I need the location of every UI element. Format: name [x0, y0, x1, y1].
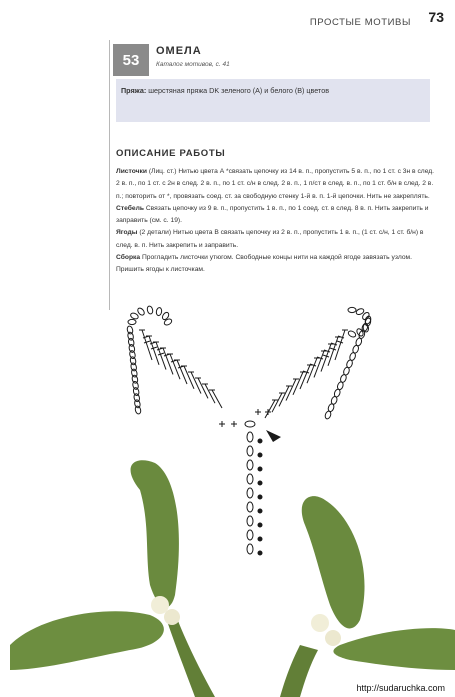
treble-stitch: [300, 365, 310, 389]
instructions-body: [116, 166, 438, 277]
right-leaf-upper: [302, 496, 365, 628]
pattern-number-badge: 53: [113, 44, 149, 76]
berry: [325, 630, 341, 646]
treble-stitch: [314, 351, 324, 377]
right-leaf-lower: [333, 628, 455, 670]
berry: [151, 596, 169, 614]
yarn-info: [121, 86, 329, 95]
watermark: http://sudaruchka.com: [356, 683, 445, 693]
chain-stitch: [348, 307, 356, 312]
start-arrow-icon: [266, 430, 281, 442]
treble-stitch: [170, 354, 180, 379]
treble-stitch: [191, 372, 201, 394]
instruction-label: Ягоды: [116, 229, 138, 237]
berry: [311, 614, 329, 632]
instruction-label: Листочки: [116, 168, 147, 175]
treble-stitch: [212, 390, 222, 408]
instruction-paragraph: [116, 203, 438, 228]
stitch-hash: [151, 347, 157, 349]
margin-rule: [109, 40, 110, 310]
instruction-text: (Лиц. ст.) Нитью цвета А *связать цепочку из 14 в. п., пропустить 5 в. п., по 1 ст. с 3н в след. 2 в. п., по 1 ст. с 2н в след. 2 в. п., по 1 ст. с/н в след. 2 в. п., 1 п/ст в след. в. п., по 1 ст. б/н в след. 2 в. п.; повторить от *, провязать соед. ст. за свободную стенку 1-й в. п. 1-й цепочки. Нить не закреплять.: [116, 168, 435, 200]
berry: [164, 609, 180, 625]
left-stem: [165, 613, 215, 697]
instruction-text: Связать цепочку из 9 в. п., пропустить 1 в. п., по 1 соед. ст. в след. 8 в. п. Нить закрепить и заправить (см. с. 19).: [116, 204, 429, 225]
join-chain-stitch: [245, 421, 255, 427]
yarn-label: Пряжа:: [121, 86, 147, 95]
treble-stitch: [149, 336, 159, 365]
treble-stitch: [198, 378, 208, 398]
instruction-text: (2 детали) Нитью цвета В связать цепочку из 2 в. п., пропустить 1 в. п., (1 ст. с/н, 1 ст. б/н) в след. в. п. Нить закрепить и заправить.: [116, 229, 424, 249]
pattern-title: ОМЕЛА: [156, 45, 202, 57]
chain-stitch: [128, 319, 136, 324]
chain-stitch: [163, 318, 173, 327]
instruction-text: Прогладить листочки утюгом. Свободные концы нити на каждой ягоде завязать узлом. Пришить ягоды к листочкам.: [116, 254, 412, 274]
instruction-label: Сборка: [116, 254, 141, 262]
stitch-hash: [144, 341, 150, 343]
instruction-paragraph: [116, 252, 438, 277]
treble-stitch: [142, 330, 152, 360]
catalog-reference: Каталог мотивов, с. 41: [156, 61, 230, 68]
right-mistletoe-motif: [280, 496, 455, 697]
right-stem: [280, 645, 318, 697]
stitch-hash: [330, 348, 336, 350]
chain-stitch: [146, 305, 153, 314]
instruction-paragraph: [116, 166, 438, 203]
chain-stitch: [134, 405, 141, 414]
slip-stitch-dot: [258, 439, 262, 443]
stem-chain-stitch: [247, 432, 253, 442]
chain-stitch: [130, 312, 139, 320]
treble-stitch: [163, 348, 173, 374]
page-number: 73: [428, 9, 444, 25]
chain-stitch: [156, 307, 163, 316]
left-leaf-upper: [131, 460, 179, 607]
left-mistletoe-motif: [10, 460, 215, 697]
instructions-heading: ОПИСАНИЕ РАБОТЫ: [116, 148, 226, 159]
mistletoe-photo: [0, 455, 455, 697]
stitch-hash: [337, 341, 343, 343]
yarn-description: шерстяная пряжа DK зеленого (А) и белого (В) цветов: [148, 86, 330, 95]
treble-stitch: [307, 358, 317, 383]
page-section-title: ПРОСТЫЕ МОТИВЫ: [309, 17, 411, 28]
chain-stitch: [324, 410, 332, 419]
left-leaf-lower: [10, 611, 164, 670]
instruction-paragraph: [116, 227, 438, 252]
treble-stitch: [177, 360, 187, 384]
treble-stitch: [184, 366, 194, 389]
instruction-label: Стебель: [116, 204, 144, 212]
treble-stitch: [321, 344, 331, 372]
chain-stitch: [347, 330, 357, 339]
